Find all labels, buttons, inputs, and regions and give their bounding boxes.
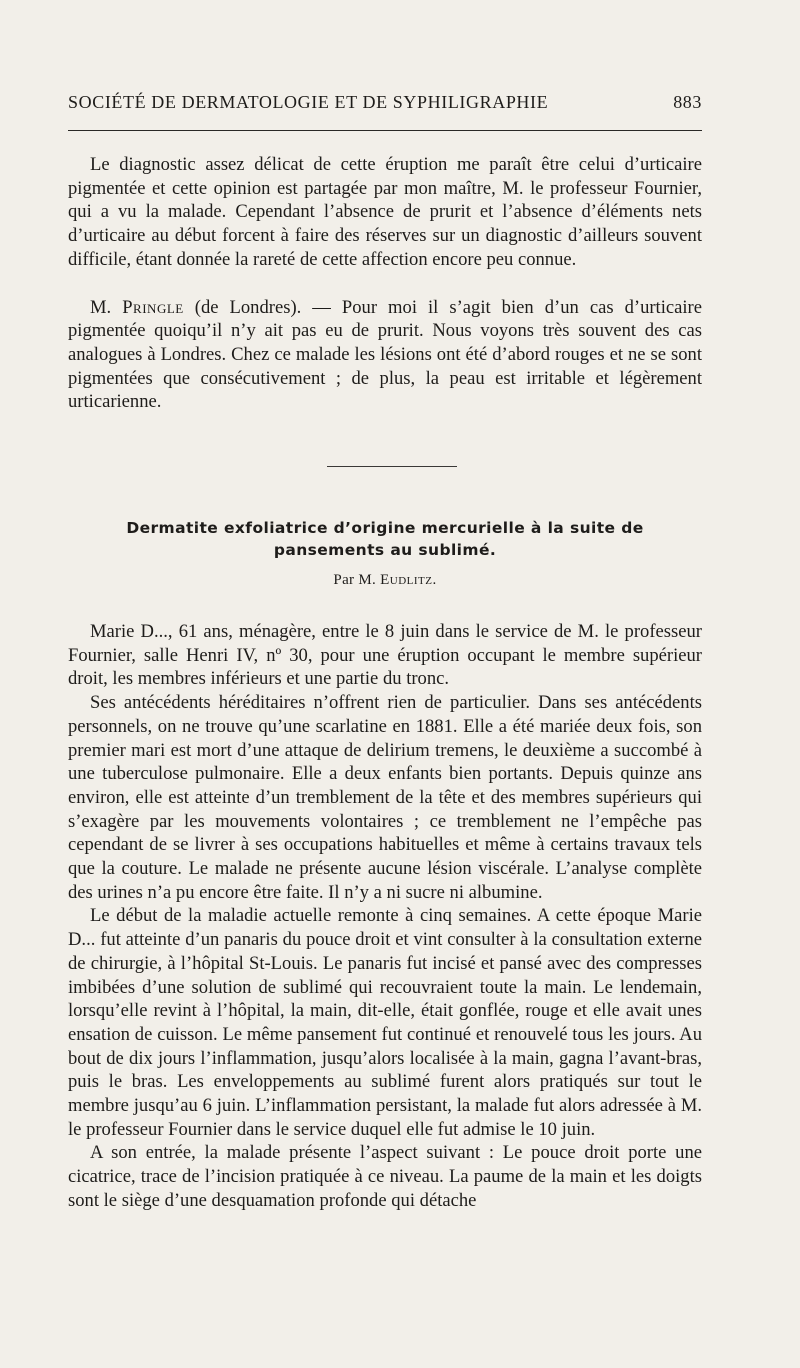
byline-suffix: . (432, 572, 437, 588)
byline-author: Eudlitz (380, 572, 433, 588)
header-rule (68, 130, 702, 131)
speaker-name: Pringle (122, 296, 184, 318)
byline-prefix: Par M. (333, 572, 377, 588)
speaker-paragraph (68, 296, 702, 415)
running-header (68, 92, 702, 113)
paragraph: Le début de la maladie actuelle remonte à cinq semaines. A cette époque Marie D... fut atteinte d’un panaris du pouce droit et vint consulter à la consultation externe de chirurgie, à l’hôpital St-Louis. Le panaris fut incisé et pansé avec des compresses imbibées d’une solution de sublimé qui recouvraient toute la main. Le lendemain, lorsqu’elle revint à l’hôpital, la main, dit-elle, était gonflée, rouge et elle avait unes ensation de cuisson. Le même pansement fut continué et renouvelé tous les jours. Au bout de dix jours l’inflammation, jusqu’alors localisée à la main, gagna l’avant-bras, puis le bras. Les enveloppements au sublimé furent alors pratiqués sur tout le membre jusqu’au 6 juin. L’inflammation persistant, la malade fut alors adressée à M. le professeur Fournier dans le service duquel elle fut admise le 10 juin. (68, 905, 702, 1140)
section-separator (327, 466, 457, 467)
article-title-line-1: Dermatite exfoliatrice d’origine mercurielle à la suite de (126, 519, 644, 537)
speaker-prefix: M. (90, 296, 112, 318)
paragraph: Le diagnostic assez délicat de cette éruption me paraît être celui d’urticaire pigmentée et cette opinion est partagée par mon maître, M. le professeur Fournier, qui a vu la malade. Cependant l’absence de prurit et l’absence d’éléments nets d’urticaire au début forcent à faire des réserves sur un diagnostic d’ailleurs souvent difficile, étant donnée la rareté de cette affection encore peu connue. (68, 154, 702, 270)
section-previous-discussion (68, 153, 702, 414)
paragraph: Marie D..., 61 ans, ménagère, entre le 8 juin dans le service de M. le professeur Fournier, salle Henri IV, nº 30, pour une éruption occupant le membre supérieur droit, les membres inférieurs et une partie du tronc. (68, 621, 702, 690)
page-number: 883 (673, 92, 702, 112)
paragraph: Ses antécédents héréditaires n’offrent rien de particulier. Dans ses antécédents personnels, on ne trouve qu’une scarlatine en 1881. Elle a été mariée deux fois, son premier mari est mort d’une attaque de delirium tremens, le deuxième a succombé à une tuberculose pulmonaire. Elle a deux enfants bien portants. Depuis quinze ans environ, elle est atteinte d’un tremblement de la tête et des membres supérieurs qui s’exagère par les mouvements volontaires ; ce tremblement ne l’empêche pas cependant de se livrer à ses occupations habituelles et même à certains travaux tels que la couture. Le malade ne présente aucune lésion viscérale. L’analyse complète des urines n’a pu encore être faite. Il n’y a ni sucre ni albumine. (68, 692, 702, 903)
running-title: SOCIÉTÉ DE DERMATOLOGIE ET DE SYPHILIGRAPHIE (68, 92, 549, 112)
article-body (68, 620, 702, 1213)
speaker-text: (de Londres). — Pour moi il s’agit bien d’un cas d’urticaire pigmentée quoiqu’il n’y ait pas eu de prurit. Nous voyons très souvent des cas analogues à Londres. Chez ce malade les lésions ont été d’abord rouges et ne se sont pigmentées que consécutivement ; de plus, la peau est irritable et légèrement urticarienne. (68, 296, 703, 413)
article-byline (68, 572, 702, 589)
paragraph: A son entrée, la malade présente l’aspect suivant : Le pouce droit porte une cicatrice, trace de l’incision pratiquée à ce niveau. La paume de la main et les doigts sont le siège d’une desquamation profonde qui détache (68, 1142, 702, 1211)
article-title-line-2: pansements au sublimé. (273, 541, 497, 559)
article-title (68, 517, 702, 561)
